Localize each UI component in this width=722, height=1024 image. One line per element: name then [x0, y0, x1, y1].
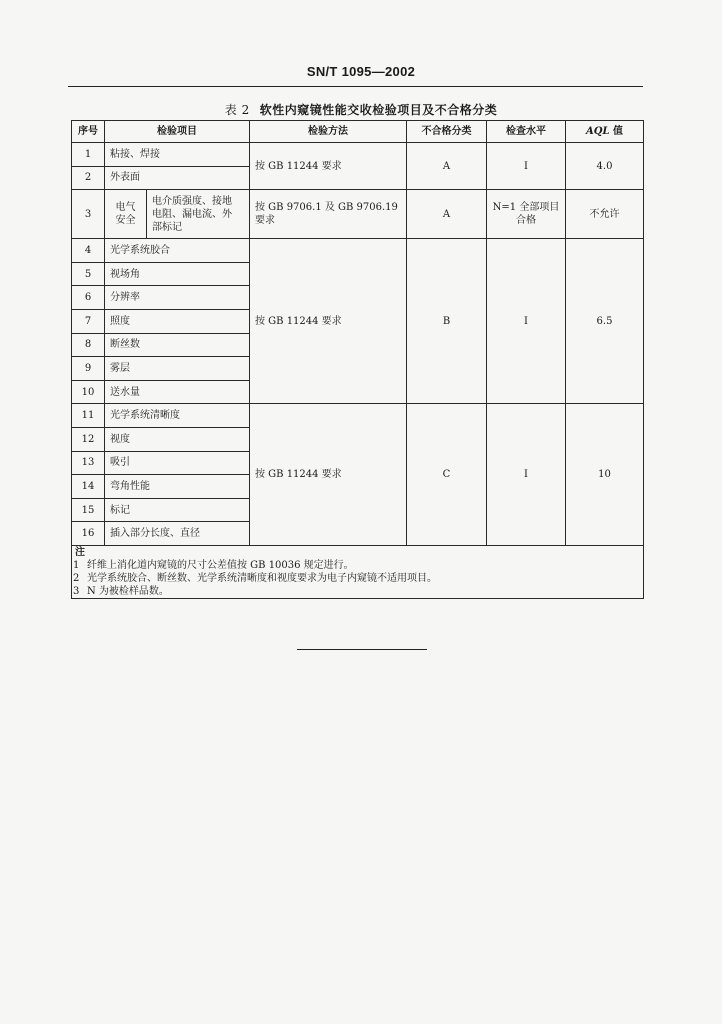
row-item: 插入部分长度、直径 [105, 522, 250, 546]
group-c-class: C [407, 404, 487, 546]
table-row [72, 190, 644, 239]
electrical-safety-group [105, 190, 147, 239]
group-a1-method: 按 GB 11244 要求 [250, 143, 407, 190]
col-header-level: 检查水平 [487, 121, 566, 143]
row-seq: 11 [72, 404, 105, 428]
row-item: 粘接、焊接 [105, 143, 250, 167]
row-seq: 6 [72, 286, 105, 310]
group-a2-method-line-1: 按 GB 9706.1 及 GB 9706.19 [255, 202, 398, 214]
item3-line-3: 部标记 [152, 221, 182, 233]
group-b-level: I [487, 239, 566, 404]
group-a2-method-line-2: 要求 [255, 215, 275, 227]
row-seq: 7 [72, 309, 105, 333]
table-number: 表 2 [224, 103, 250, 117]
row-seq: 5 [72, 262, 105, 286]
note-text: 纤维上消化道内窥镜的尺寸公差值按 GB 10036 规定进行。 [87, 559, 354, 571]
group-b-class: B [407, 239, 487, 404]
row-seq: 4 [72, 239, 105, 263]
row-item: 送水量 [105, 380, 250, 404]
row-item: 吸引 [105, 451, 250, 475]
document-number: SN/T 1095—2002 [306, 64, 416, 79]
row-seq: 14 [72, 475, 105, 499]
note-item [73, 559, 638, 572]
header-rule [68, 86, 643, 87]
note-number: 2 [73, 572, 80, 584]
row-item: 光学系统清晰度 [105, 404, 250, 428]
note-text: N 为被检样品数。 [87, 585, 169, 597]
electrical-safety-line-1: 电气 [115, 202, 136, 214]
group-a1-class: A [407, 143, 487, 190]
table-row [72, 143, 644, 167]
row-seq: 1 [72, 143, 105, 167]
item3-line-2: 电阻、漏电流、外 [152, 208, 232, 220]
table-row [72, 404, 644, 428]
notes-row [72, 545, 644, 598]
row-seq: 3 [72, 190, 105, 239]
group-c-method: 按 GB 11244 要求 [250, 404, 407, 546]
note-number: 1 [73, 559, 80, 571]
note-item [73, 585, 638, 598]
item3-line-1: 电介质强度、接地 [152, 195, 232, 207]
col-header-seq: 序号 [72, 121, 105, 143]
group-c-aql: 10 [566, 404, 644, 546]
row-item: 弯角性能 [105, 475, 250, 499]
end-rule [297, 649, 427, 650]
table-title: 软性内窥镜性能交收检验项目及不合格分类 [259, 103, 498, 117]
group-c-level: I [487, 404, 566, 546]
row-seq: 10 [72, 380, 105, 404]
group-a1-aql: 4.0 [566, 143, 644, 190]
table-row [72, 239, 644, 263]
row-item: 视度 [105, 427, 250, 451]
note-text: 光学系统胶合、断丝数、光学系统清晰度和视度要求为电子内窥镜不适用项目。 [87, 572, 437, 584]
group-a2-level-line-2: 合格 [516, 215, 536, 227]
row-seq: 8 [72, 333, 105, 357]
row-seq: 13 [72, 451, 105, 475]
table-header-row [72, 121, 644, 143]
group-a2-aql: 不允许 [566, 190, 644, 239]
row-item: 雾层 [105, 357, 250, 381]
group-a2-class: A [407, 190, 487, 239]
row-seq: 16 [72, 522, 105, 546]
row-seq: 2 [72, 166, 105, 190]
row-item: 断丝数 [105, 333, 250, 357]
col-header-aql: AQL 值 [566, 121, 644, 143]
electrical-safety-line-2: 安全 [115, 215, 136, 227]
row-item [147, 190, 250, 239]
col-header-method: 检验方法 [250, 121, 407, 143]
inspection-table [71, 120, 644, 599]
row-item: 照度 [105, 309, 250, 333]
row-item: 光学系统胶合 [105, 239, 250, 263]
group-b-aql: 6.5 [566, 239, 644, 404]
note-item [73, 572, 638, 585]
table-caption [0, 101, 722, 118]
row-seq: 12 [72, 427, 105, 451]
row-seq: 9 [72, 357, 105, 381]
row-item: 分辨率 [105, 286, 250, 310]
col-header-class: 不合格分类 [407, 121, 487, 143]
group-a1-level: I [487, 143, 566, 190]
group-a2-method [250, 190, 407, 239]
row-item: 视场角 [105, 262, 250, 286]
notes-cell [72, 545, 644, 598]
group-b-method: 按 GB 11244 要求 [250, 239, 407, 404]
row-item: 外表面 [105, 166, 250, 190]
group-a2-level-line-1: N=1 全部项目 [492, 202, 560, 214]
row-seq: 15 [72, 498, 105, 522]
note-number: 3 [73, 585, 80, 597]
notes-heading: 注 [75, 546, 85, 558]
group-a2-level [487, 190, 566, 239]
row-item: 标记 [105, 498, 250, 522]
col-header-item: 检验项目 [105, 121, 250, 143]
